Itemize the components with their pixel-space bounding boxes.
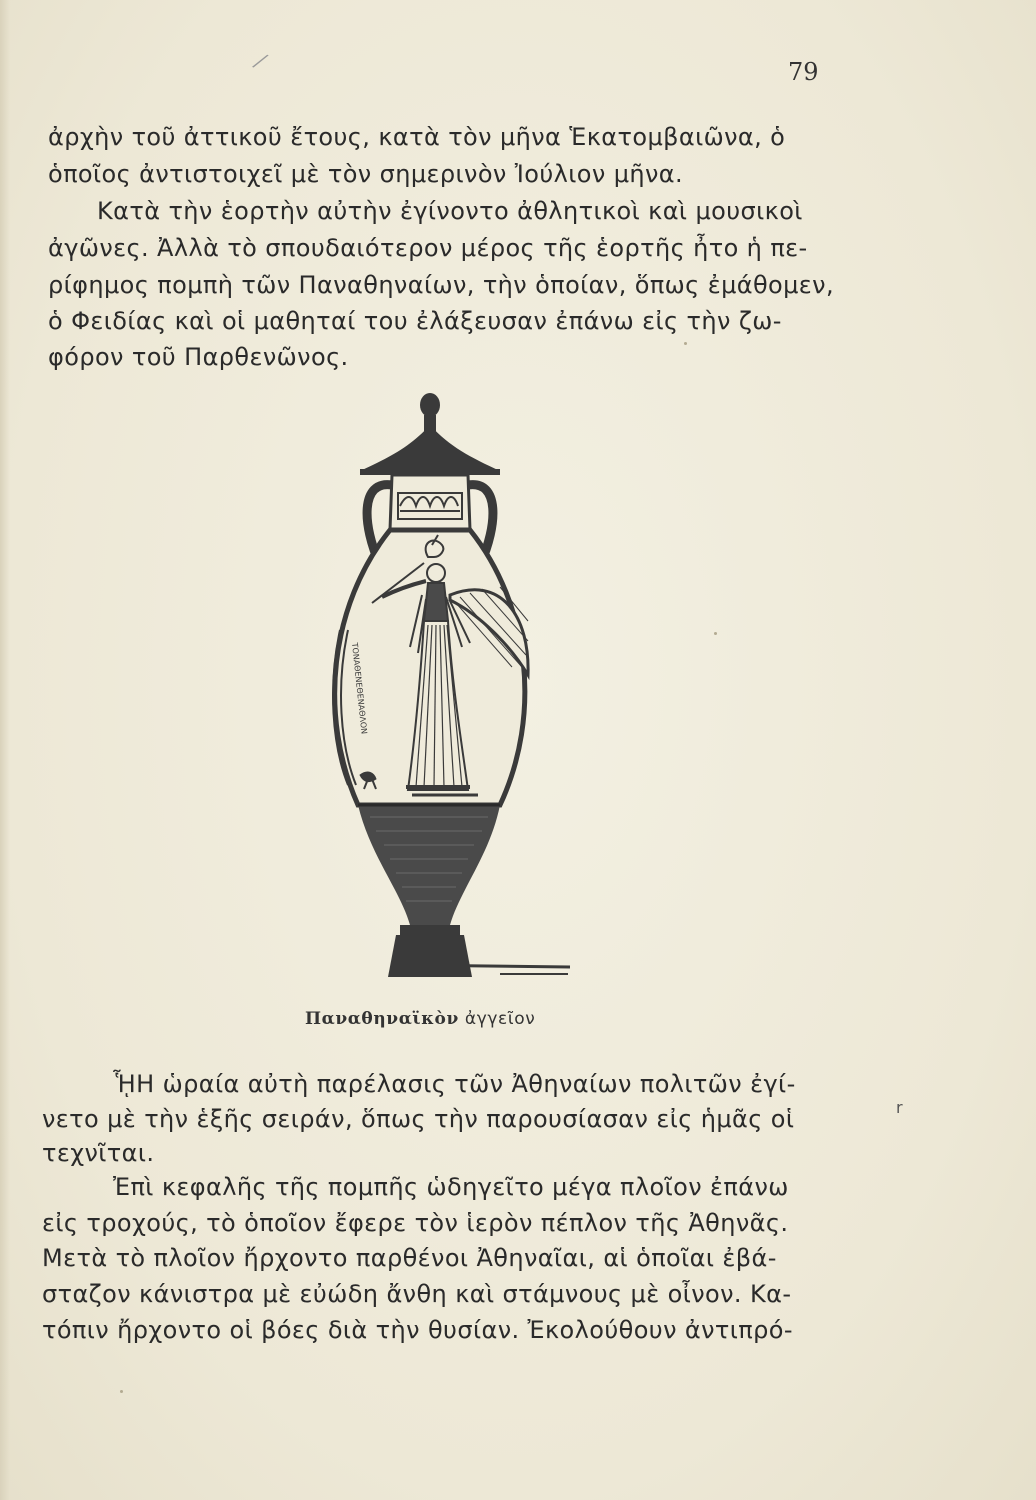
margin-mark: r xyxy=(896,1098,903,1117)
text-line: ἀρχὴν τοῦ ἀττικοῦ ἔτους, κατὰ τὸν μῆνα Ἑκατομβαιῶνα, ὁ xyxy=(48,123,786,151)
text-line: ἀγῶνες. Ἀλλὰ τὸ σπουδαιότερον μέρος τῆς ἑορτῆς ἦτο ἡ πε- xyxy=(48,234,808,262)
text-line: τόπιν ἤρχοντο οἱ βόες διὰ τὴν θυσίαν. Ἐκολούθουν ἀντιπρό- xyxy=(42,1316,793,1344)
vase-lower-body xyxy=(358,805,500,925)
text-line: ᾟΗ ὡραία αὐτὴ παρέλασις τῶν Ἀθηναίων πολιτῶν ἐγί- xyxy=(113,1070,796,1098)
vase-foot xyxy=(388,935,472,977)
pencil-mark: ⁄ xyxy=(253,50,266,75)
text-line: Μετὰ τὸ πλοῖον ἤρχοντο παρθένοι Ἀθηναῖαι, αἱ ὁποῖαι ἐβά- xyxy=(42,1244,777,1272)
text-line: φόρον τοῦ Παρθενῶνος. xyxy=(48,343,349,371)
text-line: ὁ Φειδίας καὶ οἱ μαθηταί του ἐλάξευσαν ἐπάνω εἰς τὴν ζω- xyxy=(48,307,782,335)
vase-inscription: ΤΟΝΑΘΕΝΕΘΕΝΑΘΛΟΝ xyxy=(350,642,369,735)
text-line: Ἐπὶ κεφαλῆς τῆς πομπῆς ὡδηγεῖτο μέγα πλοῖον ἐπάνω xyxy=(113,1173,789,1201)
lid-knob xyxy=(420,393,440,417)
figure-caption xyxy=(305,1009,535,1029)
text-line: εἰς τροχούς, τὸ ὁποῖον ἔφερε τὸν ἱερὸν πέπλον τῆς Ἀθηνᾶς. xyxy=(42,1209,789,1237)
text-line: ρίφημος πομπὴ τῶν Παναθηναίων, τὴν ὁποίαν, ὅπως ἐμάθομεν, xyxy=(48,271,835,299)
text-line: τεχνῖται. xyxy=(42,1139,155,1167)
paper-speck xyxy=(714,632,717,635)
text-line: σταζον κάνιστρα μὲ εὐώδη ἄνθη καὶ στάμνους μὲ οἶνον. Κα- xyxy=(42,1280,792,1308)
caption-title: Παναθηναϊκὸν xyxy=(305,1009,459,1029)
paper-speck xyxy=(684,342,687,345)
text-line: ὁποῖος ἀντιστοιχεῖ μὲ τὸν σημερινὸν Ἰούλιον μῆνα. xyxy=(48,160,684,188)
binding-edge xyxy=(0,0,10,1500)
panathenaic-amphora-illustration xyxy=(300,385,590,995)
text-line: Κατὰ τὴν ἑορτὴν αὐτὴν ἐγίνοντο ἀθλητικοὶ καὶ μουσικοὶ xyxy=(97,197,803,225)
vase-stem xyxy=(400,925,460,935)
caption-word: ἀγγεῖον xyxy=(464,1009,536,1029)
paper-speck xyxy=(120,1390,123,1393)
vase-lid xyxy=(360,425,500,471)
page-number: 79 xyxy=(788,58,819,86)
text-line: νετο μὲ τὴν ἑξῆς σειράν, ὅπως τὴν παρουσίασαν εἰς ἡμᾶς οἱ xyxy=(42,1105,795,1133)
